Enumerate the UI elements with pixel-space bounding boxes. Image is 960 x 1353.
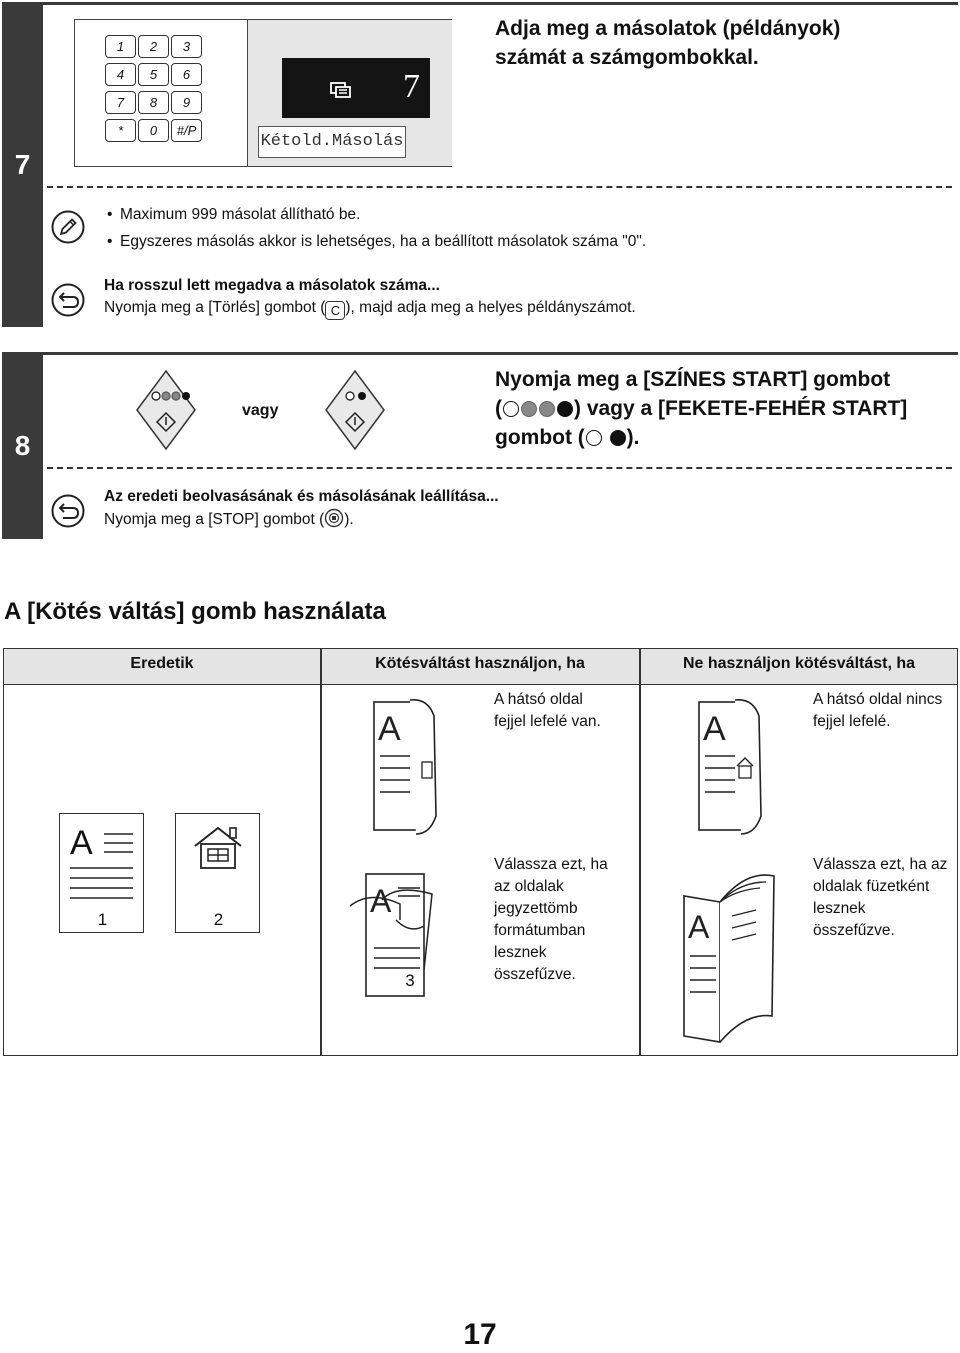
- booklet-binding-icon: [676, 866, 780, 1048]
- paren-open: (: [495, 397, 502, 420]
- operation-panel: [74, 19, 452, 167]
- house-icon: [192, 824, 244, 870]
- step-7-top-rule: [43, 2, 958, 5]
- step-7-heading: Adja meg a másolatok (példányok) számát a számgombokkal.: [495, 17, 841, 69]
- count-value: 7: [403, 68, 420, 105]
- undo-icon: [51, 494, 85, 528]
- keypad-key: 4: [105, 63, 136, 86]
- svg-text:A: A: [370, 883, 392, 919]
- header-use-binding: Kötésváltást használjon, ha: [375, 655, 585, 672]
- step-8-heading-line2: [495, 394, 955, 423]
- pencil-note-icon: [51, 210, 85, 244]
- heading-line2-rest: ) vagy a [FEKETE-FEHÉR START]: [574, 397, 908, 420]
- keypad-key: #/P: [171, 119, 202, 142]
- page-number-label: 1: [97, 910, 108, 929]
- fix-text: [104, 297, 636, 320]
- svg-text:A: A: [688, 909, 710, 945]
- display-panel: [247, 20, 452, 166]
- note-item: • Egyszeres másolás akkor is lehetséges, ha a beállított másolatok száma "0".: [120, 231, 646, 253]
- keypad-key: 3: [171, 35, 202, 58]
- fix-title: Ha rosszul lett megadva a másolatok száma...: [104, 277, 440, 294]
- text-lines-icon: [68, 830, 138, 905]
- header-originals: Eredetik: [130, 655, 194, 672]
- svg-text:A: A: [703, 710, 726, 748]
- keypad-key: *: [105, 119, 136, 142]
- header-no-binding: Ne használjon kötésváltást, ha: [682, 655, 916, 672]
- stop-text-before: Nyomja meg a [STOP] gombot (: [104, 511, 325, 528]
- step-8-heading-line1: Nyomja meg a [SZÍNES START] gombot: [495, 368, 891, 391]
- section-title: A [Kötés váltás] gomb használata: [4, 598, 386, 625]
- step-8-bar: [2, 352, 43, 539]
- original-page-2: [175, 813, 260, 933]
- stop-title: Az eredeti beolvasásának és másolásának leállítása...: [104, 488, 499, 505]
- step-7-divider: [47, 186, 952, 188]
- clear-key-icon: [325, 301, 345, 320]
- page-number-label: 2: [213, 910, 224, 929]
- keypad-key: 6: [171, 63, 202, 86]
- bw-start-dots-icon: [585, 426, 627, 449]
- keypad-key: 5: [138, 63, 169, 86]
- use-binding-result: Válassza ezt, ha az oldalak jegyzettömb formátumban lesznek összefűzve.: [494, 856, 608, 983]
- original-page-1: [59, 813, 144, 933]
- copy-icon: [330, 82, 352, 98]
- step-8-heading: [495, 365, 955, 452]
- stop-key-icon: [324, 508, 344, 528]
- heading-line3-start: gombot (: [495, 426, 585, 449]
- use-binding-condition: A hátsó oldal fejjel lefelé van.: [494, 691, 601, 730]
- keypad-key: 9: [171, 91, 202, 114]
- keypad-key: 8: [138, 91, 169, 114]
- svg-text:A: A: [378, 710, 401, 748]
- page-letter: A: [70, 824, 93, 862]
- keypad-key: 2: [138, 35, 169, 58]
- normal-back-page-icon: [695, 696, 765, 838]
- no-binding-condition: A hátsó oldal nincs fejjel lefelé.: [813, 691, 943, 730]
- step-8-top-rule: [43, 352, 958, 355]
- step-8-number: 8: [14, 429, 31, 461]
- column-divider: [320, 649, 322, 1055]
- step-8-heading-line3: [495, 423, 955, 452]
- heading-line3-end: ).: [626, 426, 640, 449]
- keypad-key: 1: [105, 35, 136, 58]
- fix-text-after: ), majd adja meg a helyes példányszámot.: [345, 299, 636, 316]
- pad-page-number: 3: [405, 971, 415, 990]
- step-7-bar: [2, 2, 43, 327]
- stop-text-after: ).: [344, 511, 354, 528]
- fix-text-before: Nyomja meg a [Törlés] gombot (: [104, 299, 326, 316]
- step-8-divider: [47, 467, 952, 469]
- upside-down-back-page-icon: [370, 696, 440, 838]
- note-item: • Maximum 999 másolat állítható be.: [120, 204, 360, 226]
- color-start-dots-icon: [502, 397, 574, 420]
- keypad-key: 7: [105, 91, 136, 114]
- step-7-number: 7: [14, 148, 31, 180]
- clear-key-label: C: [330, 303, 341, 318]
- undo-icon: [51, 283, 85, 317]
- no-binding-result: Válassza ezt, ha az oldalak füzetként lesznek összefűzve.: [813, 856, 948, 939]
- page-number: 17: [463, 1318, 497, 1351]
- color-start-button-icon: [135, 369, 197, 451]
- or-label: vagy: [242, 402, 279, 419]
- bw-start-button-icon: [324, 369, 386, 451]
- stop-text: [104, 508, 354, 531]
- numeric-keypad: [105, 35, 225, 155]
- duplex-mode-display: Kétold.Másolás: [258, 126, 406, 158]
- column-divider: [639, 649, 641, 1055]
- count-display: [282, 58, 430, 118]
- keypad-key: 0: [138, 119, 169, 142]
